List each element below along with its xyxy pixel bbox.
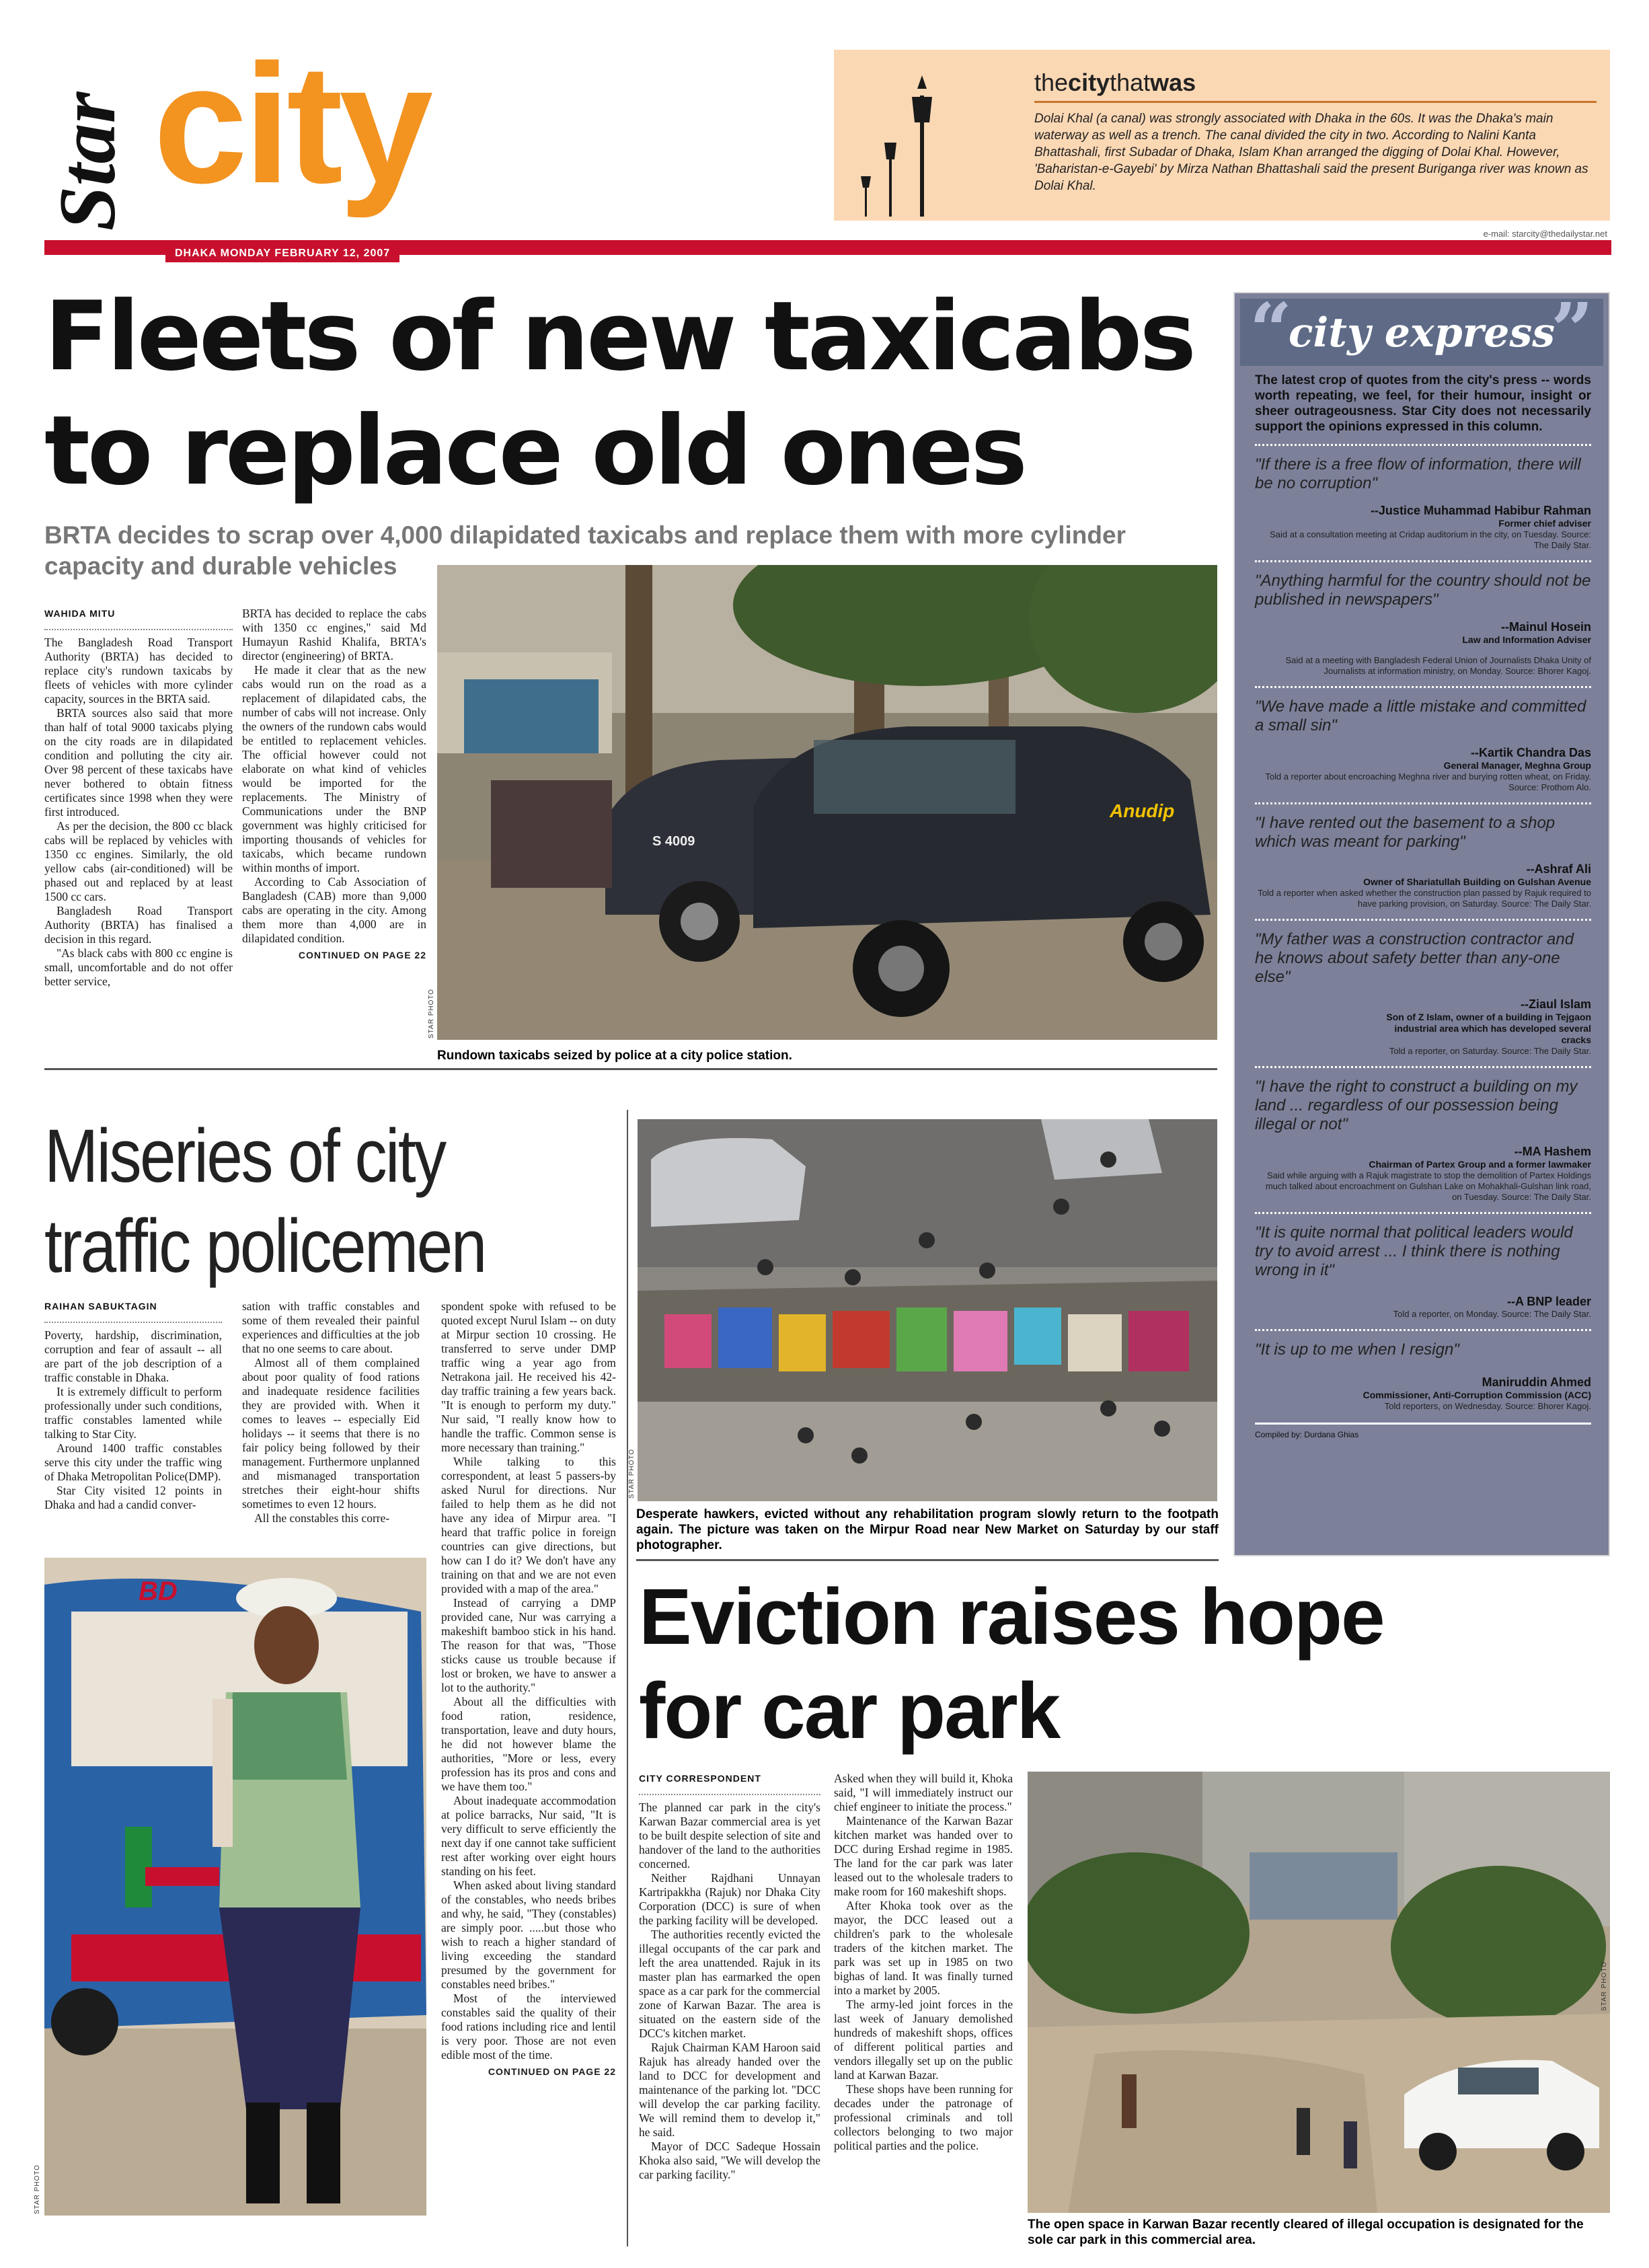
eviction-paragraph: After Khoka took over as the mayor, the DCC leased out a children's park to the wholesale traders of the kitchen market. The park was set up in 1985 on two bighas of land. It was finally turned into a market by 2005.	[834, 1899, 1013, 1997]
eviction-headline-line-1: Eviction raises hope	[639, 1573, 1384, 1661]
quote-context: Said at a meeting with Bangladesh Federal Union of Journalists Dhaka Unity of Journalists at information ministry, on Monday. Source: Bhorer Kagoj.	[1285, 655, 1591, 676]
quote-text: "Anything harmful for the country should not be published in newspapers"	[1255, 572, 1591, 609]
lead-paragraph: "As black cabs with 800 cc engine is small, uncomfortable and do not offer better service,	[44, 946, 233, 988]
police-paragraph: While talking to this correspondent, at least 5 passers-by asked Nurul for directions. Nur failed to help them as he did not have any idea of Mirpur area. "I heard that traffic police in foreign countries can give directions, but how can I do it? We don't have any training on that and we are not even provided with a map of the area."	[441, 1455, 616, 1595]
police-column-2	[242, 1299, 420, 1525]
eviction-paragraph: Maintenance of the Karwan Bazar kitchen market was handed over to DCC during Ershad regime in 1985. The land for the car park was later leased out to the wholesale traders to make room for 160 makeshift shops.	[834, 1814, 1013, 1898]
city-that-was-title-city: city	[1068, 69, 1110, 96]
lead-column-1	[44, 607, 233, 989]
quote-block	[1255, 814, 1591, 909]
car-park-photo	[1028, 1772, 1610, 2213]
quote-name: --Ashraf Ali	[1526, 862, 1591, 876]
city-that-was-text: Dolai Khal (a canal) was strongly associated with Dhaka in the 60s. It was the Dhaka's main waterway as well as a trench. The canal divided the city in two. According to Nalini Kanta Bhattashali, first Subadar of Dhaka, Islam Khan arranged the digging of Dolai Khal. However, 'Baharistan-e-Gayebi' by Mirza Nathan Bhattashali said the present Buriganga river was known as Dolai Khal.	[1034, 112, 1588, 193]
quote-block	[1255, 1223, 1591, 1320]
taxi-photo-credit: STAR PHOTO	[428, 988, 435, 1038]
lead-paragraph: The Bangladesh Road Transport Authority (BRTA) has decided to replace city's rundown taxicabs by fleets of vehicles with more cylinder capacity, sources in the BRTA said.	[44, 636, 233, 706]
quote-context: Told reporters, on Wednesday. Source: Bhorer Kagoj.	[1384, 1401, 1591, 1411]
eviction-column-1	[639, 1772, 820, 2182]
hawkers-photo-credit: STAR PHOTO	[628, 1448, 636, 1499]
lead-byline: WAHIDA MITU	[44, 608, 116, 619]
quote-name: --Mainul Hosein	[1501, 620, 1591, 634]
lead-paragraph: As per the decision, the 800 cc black cabs will be replaced by vehicles with 1350 cc engines. Similarly, the old yellow cabs (air-conditioned) will be phased out and replaced by at least 1500 cc cars.	[44, 819, 233, 903]
police-column-3	[441, 1299, 616, 2079]
eviction-column-2	[834, 1772, 1013, 2153]
city-that-was-title-that: that	[1110, 69, 1151, 96]
quote-role: Son of Z Islam, owner of a building in Tejgaon industrial area which has developed several cracks	[1386, 1012, 1591, 1045]
quote-role: Former chief adviser	[1498, 518, 1591, 529]
police-byline: RAIHAN SABUKTAGIN	[44, 1301, 157, 1312]
city-that-was-title-was: was	[1150, 69, 1196, 96]
eviction-paragraph: Asked when they will build it, Khoka said, "I will immediately instruct our chief engineer to initiate the process."	[834, 1772, 1013, 1813]
lead-column-2	[242, 607, 426, 962]
email: e-mail: starcity@thedailystar.net	[1483, 229, 1607, 239]
hawkers-divider	[636, 1559, 1219, 1561]
quote-context: Said while arguing with a Rajuk magistrate to stop the demolition of Partex Holdings much talked about encroachment on Gulshan Lake on Mohakhali-Gulshan link road, on Tuesday. Source: The Daily Star.	[1265, 1170, 1591, 1202]
quote-block	[1255, 930, 1591, 1057]
lead-subhead: BRTA decides to scrap over 4,000 dilapidated taxicabs and replace them with more cylinder capacity and durable vehicles	[44, 521, 1126, 580]
taxi-caption: Rundown taxicabs seized by police at a city police station.	[437, 1049, 792, 1063]
city-that-was-title-prefix: the	[1034, 69, 1069, 96]
eviction-paragraph: Neither Rajdhani Unnayan Kartripakkha (Rajuk) nor Dhaka City Corporation (DCC) is sure of when the parking facility will be developed.	[639, 1871, 820, 1927]
quote-text: "It is up to me when I resign"	[1255, 1340, 1459, 1359]
quote-text: "My father was a construction contractor and he knows about safety better than any-one else"	[1255, 930, 1574, 986]
bus-logo: BD	[139, 1577, 178, 1606]
lead-divider	[44, 1068, 1217, 1070]
quote-text: "It is quite normal that political leaders would try to avoid arrest ... I think there is nothing wrong in it"	[1255, 1223, 1573, 1279]
police-headline-line-1: Miseries of city	[44, 1114, 445, 1198]
police-paragraph: Star City visited 12 points in Dhaka and had a candid conver-	[44, 1484, 222, 1511]
eviction-paragraph: The army-led joint forces in the last week of January demolished hundreds of makeshift shops, offices of different political parties and vendors illegally set up on the public land at Karwan Bazar.	[834, 1998, 1013, 2082]
city-express-body	[1255, 373, 1591, 1439]
quote-block	[1255, 1078, 1591, 1203]
vertical-divider	[627, 1110, 628, 2246]
police-paragraph: spondent spoke with refused to be quoted except Nurul Islam -- on duty at Mirpur section 10 crossing. He transferred to serve under DMP traffic wing a year ago from Netrakona jail. He received his 42-day traffic training a few years back. "It is enough to perform my duty." Nur said, "I really know how to handle the traffic. Common sense is more necessary than training."	[441, 1299, 616, 1454]
hawkers-photo	[638, 1119, 1217, 1501]
lead-paragraph: BRTA has decided to replace the cabs with 1350 cc engines," said Md Humayun Rashid Khalifa, BRTA's director (engineering) of BRTA.	[242, 607, 426, 663]
city-express-intro: The latest crop of quotes from the city's press -- words worth repeating, we feel, for their humour, insight or sheer outrageousness. Star City does not necessarily support the opinions expressed in this column.	[1255, 373, 1591, 434]
quote-block	[1255, 1340, 1591, 1412]
police-paragraph: It is extremely difficult to perform professionally under such conditions, traffic constables lamented while talking to Star City.	[44, 1385, 222, 1441]
police-paragraph: About inadequate accommodation at police barracks, Nur said, "It is very difficult to serve efficiently the next day if one cannot take sufficient rest after working over eight hours standing on his feet.	[441, 1794, 616, 1878]
taxi-brand: Anudip	[1110, 800, 1175, 821]
quote-open-icon: “	[1250, 287, 1293, 373]
lead-paragraph: According to Cab Association of Bangladesh (CAB) more than 9,000 cabs are operating in the city. Among them more than 4,000 are in dilapidated condition.	[242, 875, 426, 945]
police-paragraph: Almost all of them complained about poor quality of food rations and inadequate residence facilities they are provided with. When it comes to leaves -- especially Eid holidays -- it seems that there is no fair policy being followed by their management. Furthermore unplanned and mismanaged transportation stretches their eight-hour shifts sometimes to even 12 hours.	[242, 1356, 420, 1511]
eviction-paragraph: The authorities recently evicted the illegal occupants of the car park and left the area unattended. Rajuk in its master plan has earmarked the open space as a car park for the commercial zone of Karwan Bazar. The area is situated on the eastern side of the DCC's kitchen market.	[639, 1928, 820, 2040]
quote-name: --A BNP leader	[1506, 1295, 1591, 1308]
quote-text: "I have the right to construct a building on my land ... regardless of our possession being illegal or not"	[1255, 1078, 1578, 1133]
city-express-compiled: Compiled by: Durdana Ghias	[1255, 1430, 1359, 1439]
lead-paragraph: Bangladesh Road Transport Authority (BRTA) has finalised a decision in this regard.	[44, 904, 233, 946]
lead-headline	[44, 280, 1221, 508]
star-logo: Star	[42, 91, 132, 231]
section-title: city	[153, 30, 430, 219]
quote-role: Commissioner, Anti-Corruption Commission (ACC)	[1363, 1390, 1591, 1400]
city-express-panel	[1233, 287, 1610, 1556]
lead-paragraph: BRTA sources also said that more than half of total 9000 taxicabs plying on the city roads are in dilapidated condition and polluting the city air. Over 98 percent of these taxicabs have never bothered to obtain fitness certificates since 1998 when they were first introduced.	[44, 706, 233, 819]
quote-context: Told a reporter when asked whether the construction plan passed by Rajuk required to have parking provision, on Saturday. Source: The Daily Star.	[1258, 888, 1591, 909]
quote-context: Said at a consultation meeting at Cridap auditorium in the city, on Tuesday. Source: The Daily Star.	[1270, 529, 1591, 550]
city-express-title: city express	[1288, 309, 1556, 356]
police-headline	[44, 1111, 530, 1291]
lead-paragraph: He made it clear that as the new cabs would run on the road as a replacement of dilapidated cabs, the number of cabs will not increase. Only the owners of the rundown cabs would be entitled to replacement vehicles. The official however could not elaborate on what kind of vehicles would be imported for the replacements. The Ministry of Communications under the BNP government was highly criticised for importing thousands of vehicles for taxicabs, which became rundown within months of import.	[242, 663, 426, 874]
police-paragraph: All the constables this corre-	[254, 1511, 390, 1525]
quote-close-icon: ”	[1551, 287, 1594, 373]
policeman-photo	[44, 1558, 426, 2216]
police-paragraph: Instead of carrying a DMP provided cane, Nur was carrying a makeshift bamboo stick in his hand. The reason for that was, "Those sticks cause us trouble because if lost or broken, we have to answer a lot to the authority."	[441, 1596, 616, 1694]
city-that-was-box	[834, 50, 1610, 221]
police-continued[interactable]: CONTINUED ON PAGE 22	[488, 2066, 616, 2077]
policeman-photo-credit: STAR PHOTO	[34, 2164, 41, 2214]
police-paragraph: When asked about living standard of the constables, who needs bribes and why, he said, "They (constables) are simply poor. .....but those who wish to reach a higher standard of living exceeding the standard presumed by the government for constables need bribes."	[441, 1879, 616, 1991]
quote-role: Law and Information Adviser	[1462, 634, 1591, 645]
car-park-caption: The open space in Karwan Bazar recently cleared of illegal occupation is designated for the sole car park in this commercial area.	[1028, 2218, 1584, 2247]
lead-headline-line-1: Fleets of new taxicabs	[44, 281, 1194, 392]
quote-role: General Manager, Meghna Group	[1443, 760, 1591, 771]
quote-text: "I have rented out the basement to a shop which was meant for parking"	[1255, 814, 1556, 851]
police-paragraph: Poverty, hardship, discrimination, corruption and fear of assault -- all are part of the job description of a traffic constable in Dhaka.	[44, 1328, 222, 1384]
quote-name: --Ziaul Islam	[1520, 997, 1591, 1011]
taxi-photo	[437, 565, 1217, 1040]
eviction-paragraph: These shops have been running for decades under the patronage of professional criminals and toll collectors belonging to two major political parties and the police.	[834, 2082, 1013, 2152]
quote-text: "We have made a little mistake and committed a small sin"	[1255, 697, 1586, 734]
quote-role: Chairman of Partex Group and a former lawmaker	[1369, 1159, 1591, 1170]
eviction-headline-line-2: for car park	[639, 1667, 1060, 1755]
quote-block	[1255, 697, 1591, 793]
lamp-post-illustration	[847, 55, 962, 217]
eviction-headline	[639, 1570, 1547, 1758]
quote-name: --Justice Muhammad Habibur Rahman	[1370, 504, 1591, 517]
car-park-photo-credit: STAR PHOTO	[1601, 1961, 1608, 2011]
police-paragraph: Around 1400 traffic constables serve this city under the traffic wing of Dhaka Metropolitan Police(DMP).	[44, 1441, 222, 1483]
lead-headline-line-2: to replace old ones	[44, 395, 1026, 506]
eviction-paragraph: Mayor of DCC Sadeque Hossain Khoka also said, "We will develop the car parking facility."	[639, 2140, 820, 2181]
police-paragraph: sation with traffic constables and some of them revealed their painful experiences and difficulties at the job that no one seems to care about.	[242, 1299, 420, 1355]
quote-context: Told a reporter, on Monday. Source: The Daily Star.	[1393, 1309, 1591, 1319]
police-headline-line-2: traffic policemen	[44, 1204, 486, 1288]
police-paragraph: About all the difficulties with food ration, residence, transportation, leave and duty hours, he did not however blame the authorities, "More or less, every profession has its pros and cons and we have them too."	[441, 1695, 616, 1793]
eviction-paragraph: The planned car park in the city's Karwan Bazar commercial area is yet to be built despite selection of site and handover of the land to the authorities concerned.	[639, 1801, 820, 1870]
police-column-1	[44, 1299, 222, 1512]
quote-context: Told a reporter about encroaching Meghna river and burying rotten wheat, on Friday. Source: Prothom Alo.	[1265, 771, 1591, 792]
police-paragraph: Most of the interviewed constables said the quality of their food rations including rice and lentil is very poor. Those are not even edible most of the time.	[441, 1992, 616, 2062]
quote-name: --MA Hashem	[1514, 1145, 1591, 1158]
dateline: DHAKA MONDAY FEBRUARY 12, 2007	[165, 246, 399, 262]
quote-text: "If there is a free flow of information, there will be no corruption"	[1255, 455, 1581, 492]
quote-name: Maniruddin Ahmed	[1482, 1375, 1591, 1389]
quote-block	[1255, 455, 1591, 551]
taxi-plate: S 4009	[652, 834, 695, 849]
quote-role: Owner of Shariatullah Building on Gulshan Avenue	[1363, 876, 1591, 887]
hawkers-caption: Desperate hawkers, evicted without any rehabilitation program slowly return to the footpath again. The picture was taken on the Mirpur Road near New Market on Saturday by our staff photographer.	[636, 1507, 1219, 1552]
quote-context: Told a reporter, on Saturday. Source: The Daily Star.	[1389, 1046, 1591, 1056]
quote-name: --Kartik Chandra Das	[1470, 746, 1591, 759]
quote-block	[1255, 572, 1591, 677]
eviction-paragraph: Rajuk Chairman KAM Haroon said Rajuk has already handed over the land to DCC for development and maintenance of the parking lot. "DCC will develop the car parking facility. We will remind them to develop it," he said.	[639, 2041, 820, 2139]
lead-continued[interactable]: CONTINUED ON PAGE 22	[298, 950, 426, 960]
eviction-byline: CITY CORRESPONDENT	[639, 1773, 761, 1784]
